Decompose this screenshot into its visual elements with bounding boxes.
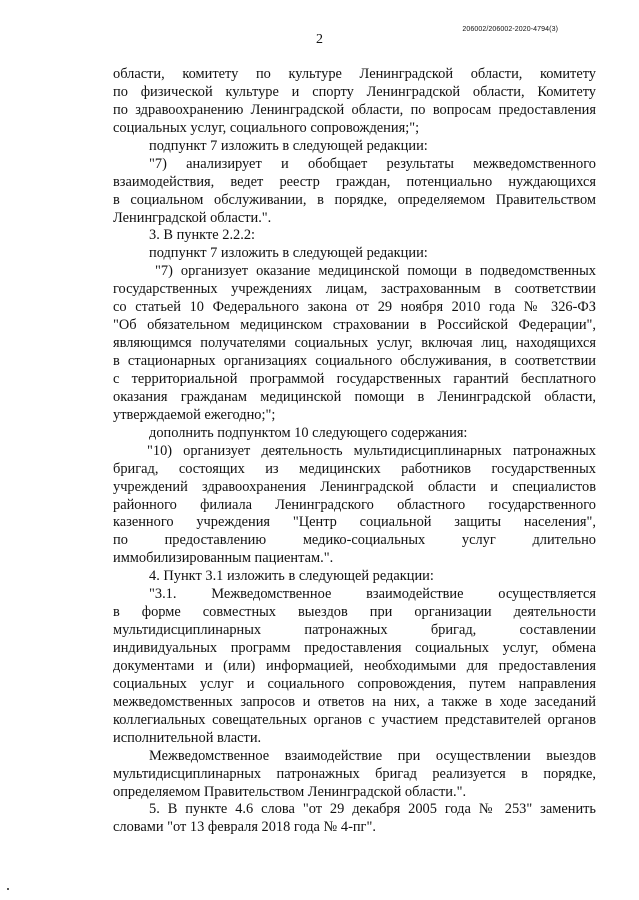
document-id: 206002/206002-2020-4794(3) [462, 26, 558, 33]
text-line: государственных учреждениях лицам, застрахованным в соответствии [113, 281, 596, 298]
text-line: социальных услуг, социального сопровождения;"; [113, 119, 420, 136]
text-line: 5. В пункте 4.6 слова "от 29 декабря 2005 года № 253" заменить [149, 801, 596, 818]
text-line: со статьей 10 Федерального закона от 29 ноября 2010 года № 326-ФЗ [113, 299, 596, 316]
text-line: в форме совместных выездов при организации деятельности [113, 604, 596, 621]
text-line: "7) организует оказание медицинской помощи в подведомственных [155, 263, 596, 280]
text-line: в социальном обслуживании, в порядке, определяемом Правительством [113, 191, 596, 208]
text-line: по предоставлению медико-социальных услуг длительно [113, 532, 596, 549]
text-line: "3.1. Межведомственное взаимодействие осуществляется [149, 586, 596, 603]
text-line: определяемом Правительством Ленинградской области.". [113, 783, 467, 800]
text-line: казенного учреждения "Центр социальной защиты населения", [113, 514, 596, 531]
text-line: мультидисциплинарных патронажных бригад, составлении [113, 622, 596, 639]
text-line: взаимодействия, ведет реестр граждан, потенциально нуждающихся [113, 173, 596, 190]
text-line: коллегиальных совещательных органов с участием представителей органов [113, 711, 596, 728]
text-line: дополнить подпунктом 10 следующего содержания: [149, 424, 468, 441]
text-line: словами "от 13 февраля 2018 года № 4-пг". [113, 819, 376, 836]
text-line: подпункт 7 изложить в следующей редакции: [149, 137, 428, 154]
text-line: области, комитету по культуре Ленинградской области, комитету [113, 66, 596, 82]
text-line: исполнительной власти. [113, 729, 262, 746]
text-line: учреждений здравоохранения Ленинградской области и специалистов [113, 478, 596, 495]
text-line: межведомственных запросов и ответов на них, а также в ходе заседаний [113, 693, 596, 710]
text-line: оказания гражданам медицинской помощи в Ленинградской области, [113, 388, 596, 405]
text-line: являющимся получателями социальных услуг, включая лиц, находящихся [113, 335, 596, 352]
text-line: "7) анализирует и обобщает результаты межведомственного [149, 155, 596, 172]
text-line: районного филиала Ленинградского областного государственного [113, 496, 596, 513]
document-body [113, 66, 596, 837]
text-line: мультидисциплинарных патронажных бригад реализуется в порядке, [113, 765, 596, 782]
text-line: по физической культуре и спорту Ленинградской области, Комитету [113, 83, 596, 100]
text-line: документами и (или) информацией, необходимыми для предоставления [113, 657, 596, 674]
text-line: индивидуальных программ предоставления социальных услуг, обмена [113, 640, 596, 656]
text-line: утверждаемой ежегодно;"; [113, 406, 276, 423]
text-line: с территориальной программой государственных гарантий бесплатного [113, 370, 596, 387]
scan-speck [7, 888, 9, 890]
text-line: подпункт 7 изложить в следующей редакции: [149, 245, 428, 262]
text-line: "Об обязательном медицинском страховании в Российской Федерации", [113, 317, 596, 334]
text-line: "10) организует деятельность мультидисциплинарных патронажных [147, 442, 596, 459]
text-line: Ленинградской области.". [113, 209, 272, 226]
text-line: бригад, состоящих из медицинских работников государственных [113, 460, 596, 477]
text-line: Межведомственное взаимодействие при осуществлении выездов [149, 747, 596, 764]
page-number: 2 [316, 32, 323, 47]
text-line: по здравоохранению Ленинградской области, по вопросам предоставления [113, 101, 596, 118]
text-line: иммобилизированным пациентам.". [113, 550, 334, 567]
text-line: социальных услуг и социального сопровождения, путем направления [113, 675, 596, 692]
text-line: 3. В пункте 2.2.2: [149, 227, 256, 244]
text-line: 4. Пункт 3.1 изложить в следующей редакции: [149, 568, 434, 585]
text-line: в стационарных организациях социального обслуживания, в соответствии [113, 353, 596, 369]
